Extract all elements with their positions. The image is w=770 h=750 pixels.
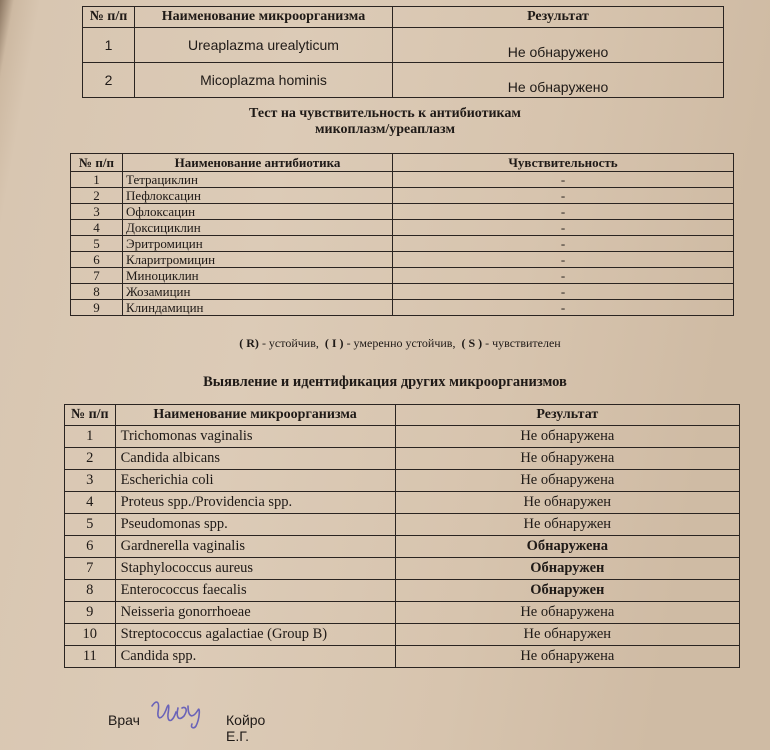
row-result: Не обнаружена [395,448,739,470]
table-row [65,580,740,602]
row-name: Gardnerella vaginalis [115,536,395,558]
row-n: 4 [71,220,123,236]
col-header-number: № п/п [71,154,123,172]
table-row [71,236,734,252]
row-value: - [393,284,734,300]
table-row [65,558,740,580]
col-header-result: Результат [395,405,739,426]
row-name: Доксициклин [123,220,393,236]
row-number: 2 [83,63,135,98]
row-value: - [393,172,734,188]
table-row [65,448,740,470]
row-value: - [393,236,734,252]
row-name: Кларитромицин [123,252,393,268]
table-row [71,188,734,204]
table-row [65,514,740,536]
row-n: 6 [65,536,116,558]
row-n: 1 [71,172,123,188]
row-n: 7 [71,268,123,284]
table-header-row [83,7,724,28]
row-value: - [393,252,734,268]
row-result: Обнаружен [395,580,739,602]
legend-s-text: - чувствителен [482,336,561,350]
row-result: Не обнаружена [395,646,739,668]
table-row [65,646,740,668]
row-n: 9 [71,300,123,316]
row-name: Escherichia coli [115,470,395,492]
table-row [83,28,724,63]
table-row [71,204,734,220]
row-n: 7 [65,558,116,580]
row-n: 5 [65,514,116,536]
row-name: Neisseria gonorrhoeae [115,602,395,624]
row-name: Staphylococcus aureus [115,558,395,580]
legend-r-text: - устойчив, [258,336,319,350]
row-name: Trichomonas vaginalis [115,426,395,448]
row-result: Не обнаружено [393,63,724,98]
row-name: Candida spp. [115,646,395,668]
resistance-legend [0,336,770,351]
legend-i-text: - умеренно устойчив, [343,336,456,350]
table-row [65,536,740,558]
microorganism-result-table [82,6,724,98]
row-n: 2 [71,188,123,204]
table-header-row [71,154,734,172]
table-header-row [65,405,740,426]
table-row [65,624,740,646]
row-name: Enterococcus faecalis [115,580,395,602]
col-header-result: Результат [393,7,724,28]
row-n: 5 [71,236,123,252]
row-name: Ureaplazma urealyticum [135,28,393,63]
other-microorganisms-table [64,404,740,668]
table-row [71,220,734,236]
row-result: Не обнаружена [395,426,739,448]
row-result: Обнаружена [395,536,739,558]
row-result: Не обнаружен [395,492,739,514]
row-name: Streptococcus agalactiae (Group B) [115,624,395,646]
row-n: 2 [65,448,116,470]
row-n: 8 [71,284,123,300]
row-result: Не обнаружена [395,602,739,624]
row-result: Не обнаружено [393,28,724,63]
legend-r-code: ( R) [239,336,259,350]
row-n: 1 [65,426,116,448]
table-row [65,470,740,492]
table-row [65,426,740,448]
table-row [65,602,740,624]
row-n: 4 [65,492,116,514]
table-row [71,300,734,316]
row-value: - [393,220,734,236]
legend-i-code: ( I ) [324,336,344,350]
row-name: Эритромицин [123,236,393,252]
col-header-antibiotic: Наименование антибиотика [123,154,393,172]
row-result: Обнаружен [395,558,739,580]
row-n: 11 [65,646,116,668]
row-name: Candida albicans [115,448,395,470]
row-value: - [393,188,734,204]
table-row [83,63,724,98]
row-n: 9 [65,602,116,624]
col-header-name: Наименование микроорганизма [115,405,395,426]
col-header-sensitivity: Чувствительность [393,154,734,172]
handwritten-signature [148,698,212,730]
row-value: - [393,300,734,316]
section-subtitle-antibiotics: микоплазм/уреаплазм [315,122,455,137]
table-row [71,252,734,268]
row-name: Пефлоксацин [123,188,393,204]
doctor-label: Врач [108,712,140,728]
col-header-number: № п/п [83,7,135,28]
section-title-antibiotics: Тест на чувствительность к антибиотикам [249,106,521,121]
antibiotic-sensitivity-table [70,153,734,316]
table-row [71,268,734,284]
row-name: Micoplazma hominis [135,63,393,98]
row-n: 10 [65,624,116,646]
col-header-name: Наименование микроорганизма [135,7,393,28]
row-name: Миноциклин [123,268,393,284]
row-name: Клиндамицин [123,300,393,316]
row-name: Тетрациклин [123,172,393,188]
row-value: - [393,204,734,220]
row-result: Не обнаружена [395,470,739,492]
row-name: Жозамицин [123,284,393,300]
row-n: 3 [65,470,116,492]
row-value: - [393,268,734,284]
row-name: Proteus spp./Providencia spp. [115,492,395,514]
doctor-name: Койро Е.Г. [226,712,266,744]
row-n: 8 [65,580,116,602]
section-title-other-microorganisms: Выявление и идентификация других микроорганизмов [203,374,567,390]
row-n: 6 [71,252,123,268]
row-name: Офлоксацин [123,204,393,220]
row-number: 1 [83,28,135,63]
row-result: Не обнаружен [395,514,739,536]
table-row [65,492,740,514]
row-n: 3 [71,204,123,220]
legend-s-code: ( S ) [461,336,483,350]
table-row [71,172,734,188]
table-row [71,284,734,300]
row-name: Pseudomonas spp. [115,514,395,536]
row-result: Не обнаружен [395,624,739,646]
col-header-number: № п/п [65,405,116,426]
